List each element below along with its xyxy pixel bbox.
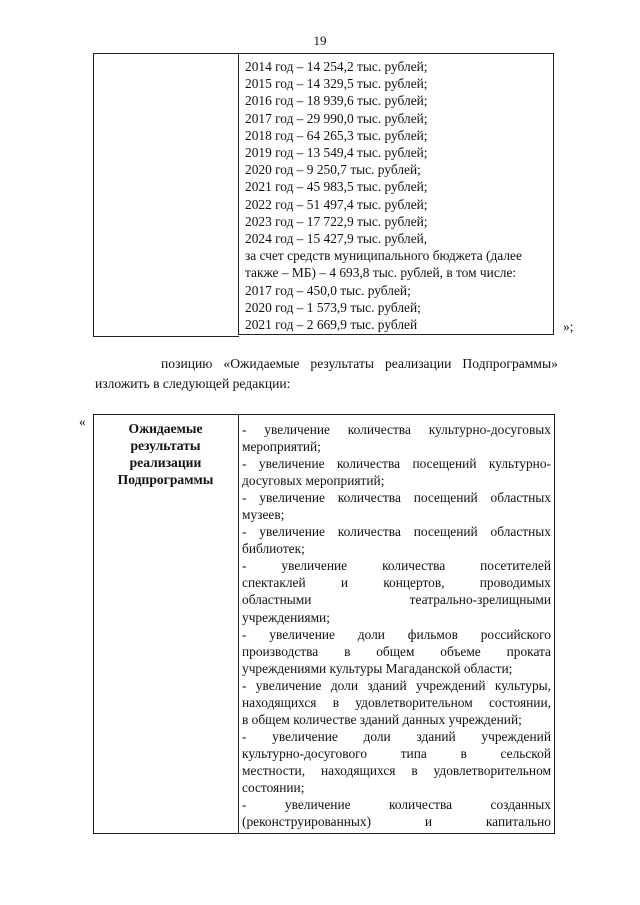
result-line: - увеличение количества посещений культурно- xyxy=(242,456,551,472)
heading-line: результаты xyxy=(130,438,201,453)
result-line: находящихся в удовлетворительном состоянии, xyxy=(242,694,551,710)
instruction-line-1 xyxy=(95,354,558,374)
financing-lines xyxy=(245,58,551,333)
result-line: - увеличение количества культурно-досуговых xyxy=(242,422,551,437)
financing-line: 2015 год – 14 329,5 тыс. рублей; xyxy=(245,76,428,92)
result-line: учреждениями; xyxy=(242,609,330,625)
financing-line: 2020 год – 9 250,7 тыс. рублей; xyxy=(245,162,421,178)
result-line: (реконструированных) и капитально xyxy=(242,814,551,830)
financing-line: 2021 год – 45 983,5 тыс. рублей; xyxy=(245,179,428,195)
heading-line: реализации xyxy=(129,455,202,470)
result-line: - увеличение доли зданий учреждений xyxy=(242,728,551,744)
heading-line: Ожидаемые xyxy=(128,421,203,436)
result-line: учреждениями культуры Магаданской области; xyxy=(242,660,513,676)
results-table-heading xyxy=(93,420,238,488)
instruction-word: «Ожидаемые xyxy=(223,356,300,371)
instruction-word: позицию xyxy=(161,356,213,371)
result-line: спектаклей и концертов, проводимых xyxy=(242,575,551,591)
result-line: - увеличение количества посещений областных xyxy=(242,524,551,540)
result-line: мероприятий; xyxy=(242,439,321,455)
result-line: досуговых мероприятий; xyxy=(242,473,385,489)
result-line: библиотек; xyxy=(242,541,305,557)
results-lines xyxy=(242,421,551,830)
financing-line: 2018 год – 64 265,3 тыс. рублей; xyxy=(245,127,428,143)
result-line: в общем количестве зданий данных учреждений; xyxy=(242,711,522,727)
opening-quote-mark: « xyxy=(79,414,86,429)
instruction-word: результаты xyxy=(310,356,375,371)
page-number: 19 xyxy=(313,33,327,48)
financing-line: 2017 год – 450,0 тыс. рублей; xyxy=(245,282,411,298)
result-line: - увеличение количества посетителей xyxy=(242,558,551,574)
result-line: - увеличение доли зданий учреждений культуры, xyxy=(242,677,551,693)
financing-line: 2021 год – 2 669,9 тыс. рублей xyxy=(245,317,418,333)
financing-line: 2020 год – 1 573,9 тыс. рублей; xyxy=(245,299,421,315)
financing-line: 2016 год – 18 939,6 тыс. рублей; xyxy=(245,93,428,109)
financing-line: за счет средств муниципального бюджета (далее xyxy=(245,248,522,264)
result-line: производства в общем объеме проката xyxy=(242,643,551,659)
heading-line: Подпрограммы xyxy=(117,472,214,487)
result-line: местности, находящихся в удовлетворительном xyxy=(242,762,551,778)
financing-line: также – МБ) – 4 693,8 тыс. рублей, в том числе: xyxy=(245,265,517,281)
financing-table-left-cell xyxy=(93,53,239,337)
result-line: состоянии; xyxy=(242,779,305,795)
financing-line: 2023 год – 17 722,9 тыс. рублей; xyxy=(245,213,428,229)
result-line: областными театрально-зрелищными xyxy=(242,592,551,608)
result-line: музеев; xyxy=(242,507,285,523)
result-line: - увеличение количества созданных xyxy=(242,797,551,813)
instruction-word: реализации xyxy=(384,356,452,371)
financing-line: 2017 год – 29 990,0 тыс. рублей; xyxy=(245,110,428,126)
instruction-line-2: изложить в следующей редакции: xyxy=(95,376,291,391)
financing-line: 2022 год – 51 497,4 тыс. рублей; xyxy=(245,196,428,212)
closing-quote-mark: »; xyxy=(563,319,574,334)
financing-line: 2024 год – 15 427,9 тыс. рублей, xyxy=(245,231,428,247)
financing-line: 2019 год – 13 549,4 тыс. рублей; xyxy=(245,145,428,161)
financing-line: 2014 год – 14 254,2 тыс. рублей; xyxy=(245,59,428,74)
result-line: - увеличение доли фильмов российского xyxy=(242,626,551,642)
instruction-word: Подпрограммы» xyxy=(462,356,558,371)
result-line: - увеличение количества посещений областных xyxy=(242,490,551,506)
result-line: культурно-досугового типа в сельской xyxy=(242,745,551,761)
